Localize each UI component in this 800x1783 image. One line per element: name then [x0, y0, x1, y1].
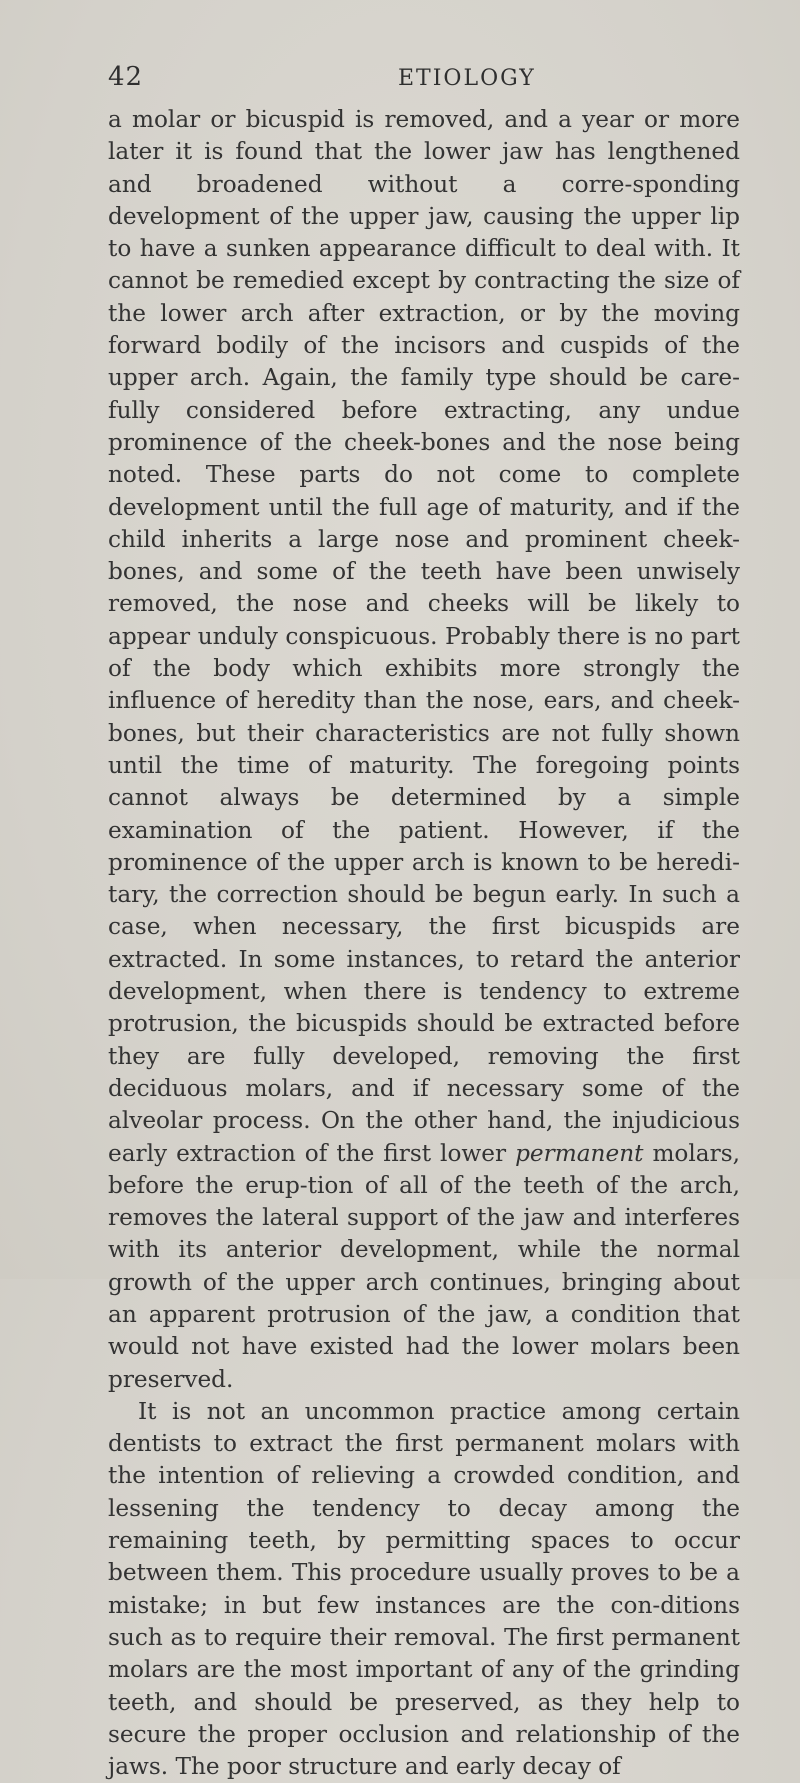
body-text: [108, 104, 740, 1783]
page-header: [108, 62, 740, 96]
paragraph-1-text-b: molars, before the erup-tion of all of the teeth of the arch, removes the lateral support of the jaw and interferes with its anterior development, while the normal growth of the upper arch continues, bringing about an apparent protrusion of the jaw, a condition that would not have existed had the lower molars been preserved.: [108, 1139, 740, 1393]
page-number: 42: [108, 62, 144, 92]
running-head: ETIOLOGY: [398, 66, 536, 91]
paragraph-2: It is not an uncommon practice among certain dentists to extract the first permanent molars with the intention of relieving a crowded condition, and lessening the tendency to decay among the remaining teeth, by permitting spaces to occur between them. This procedure usually proves to be a mistake; in but few instances are the con-ditions such as to require their removal. The first permanent molars are the most important of any of the grinding teeth, and should be preserved, as they help to secure the proper occlusion and relationship of the jaws. The poor structure and early decay of: [108, 1397, 740, 1781]
paragraph-1: [108, 104, 740, 1396]
paragraph-1-italic-word: permanent: [515, 1139, 644, 1167]
paragraph-1-text-a: a molar or bicuspid is removed, and a year or more later it is found that the lower jaw has lengthened and broadened without a corre-sponding development of the upper jaw, causing the upper lip to have a sunken appearance difficult to deal with. It cannot be remedied except by contracting the size of the lower arch after extraction, or by the moving forward bodily of the incisors and cuspids of the upper arch. Again, the family type should be care-fully considered before extracting, any undue prominence of the cheek-bones and the nose being noted. These parts do not come to complete development until the full age of maturity, and if the child inherits a large nose and prominent cheek-bones, and some of the teeth have been unwisely removed, the nose and cheeks will be likely to appear unduly conspicuous. Probably there is no part of the body which exhibits more strongly the influence of heredity than the nose, ears, and cheek-bones, but their characteristics are not fully shown until the time of maturity. The foregoing points cannot always be determined by a simple examination of the patient. However, if the prominence of the upper arch is known to be heredi-tary, the correction should be begun early. In such a case, when necessary, the first bicuspids are extracted. In some instances, to retard the anterior development, when there is tendency to extreme protrusion, the bicuspids should be extracted before they are fully developed, removing the first deciduous molars, and if necessary some of the alveolar process. On the other hand, the injudicious early extraction of the first lower: [108, 106, 740, 1167]
